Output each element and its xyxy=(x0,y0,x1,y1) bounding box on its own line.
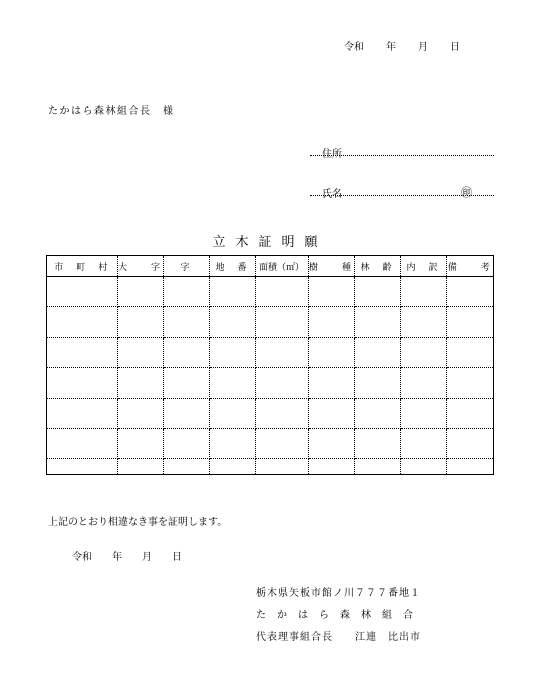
table-cell[interactable] xyxy=(354,277,400,307)
table-cell[interactable] xyxy=(308,337,354,367)
table-cell[interactable] xyxy=(354,368,400,398)
table-cell[interactable] xyxy=(446,459,493,474)
issue-date: 令和 年 月 日 xyxy=(72,552,182,563)
addressee: たかはら森林組合長 様 xyxy=(48,106,175,117)
table-cell[interactable] xyxy=(117,277,163,307)
table-cell[interactable] xyxy=(163,428,209,458)
table-cell[interactable] xyxy=(354,398,400,428)
table-cell[interactable] xyxy=(209,307,255,337)
table-row xyxy=(47,398,493,428)
table-cell[interactable] xyxy=(354,307,400,337)
table-row xyxy=(47,277,493,307)
table-cell[interactable] xyxy=(209,459,255,474)
table-row xyxy=(47,337,493,367)
table-cell[interactable] xyxy=(163,307,209,337)
table-cell[interactable] xyxy=(308,368,354,398)
table-cell[interactable] xyxy=(255,368,308,398)
table-cell[interactable] xyxy=(400,307,446,337)
table-cell[interactable] xyxy=(47,277,117,307)
date-day: 日 xyxy=(450,42,460,53)
table-cell[interactable] xyxy=(446,277,493,307)
document-title: 立木証明願 xyxy=(212,235,328,250)
table-cell[interactable] xyxy=(354,459,400,474)
table-row xyxy=(47,307,493,337)
certification-statement: 上記のとおり相違なき事を証明します。 xyxy=(48,517,228,528)
table-cell[interactable] xyxy=(255,337,308,367)
table-cell[interactable] xyxy=(117,307,163,337)
col-header-stand-age: 林 齢 xyxy=(354,256,400,277)
address-label: 住所 xyxy=(322,149,342,160)
col-header-lot-number: 地 番 xyxy=(209,256,255,277)
name-label: 氏名 xyxy=(322,189,342,200)
table-cell[interactable] xyxy=(117,398,163,428)
table-cell[interactable] xyxy=(400,368,446,398)
table-cell[interactable] xyxy=(446,337,493,367)
issuer-organization: たかはら森林組合 xyxy=(256,610,424,621)
table-cell[interactable] xyxy=(354,428,400,458)
table-cell[interactable] xyxy=(47,428,117,458)
table-cell[interactable] xyxy=(400,398,446,428)
table-row xyxy=(47,459,493,474)
address-field[interactable] xyxy=(310,155,494,156)
table-cell[interactable] xyxy=(308,307,354,337)
table-cell[interactable] xyxy=(400,337,446,367)
table-cell[interactable] xyxy=(117,459,163,474)
date-year: 年 xyxy=(386,42,396,53)
name-field[interactable] xyxy=(310,195,494,196)
table-cell[interactable] xyxy=(163,277,209,307)
table-cell[interactable] xyxy=(47,337,117,367)
table-cell[interactable] xyxy=(209,277,255,307)
table-cell[interactable] xyxy=(117,337,163,367)
table-header-row xyxy=(47,256,493,277)
table-cell[interactable] xyxy=(255,307,308,337)
table-cell[interactable] xyxy=(117,368,163,398)
table-cell[interactable] xyxy=(163,398,209,428)
table-cell[interactable] xyxy=(163,337,209,367)
table-cell[interactable] xyxy=(209,428,255,458)
table-cell[interactable] xyxy=(354,337,400,367)
table-cell[interactable] xyxy=(209,337,255,367)
col-header-oaza: 大 字 xyxy=(117,256,163,277)
table-row xyxy=(47,368,493,398)
issuer-address: 栃木県矢板市館ノ川７７７番地１ xyxy=(256,588,421,599)
date-header xyxy=(344,38,460,53)
table-cell[interactable] xyxy=(308,277,354,307)
issuer-representative: 代表理事組合長 江連 比出市 xyxy=(256,632,421,643)
table-cell[interactable] xyxy=(446,368,493,398)
table-cell[interactable] xyxy=(446,428,493,458)
col-header-breakdown: 内 訳 xyxy=(400,256,446,277)
table-cell[interactable] xyxy=(255,398,308,428)
table-cell[interactable] xyxy=(47,459,117,474)
table-row xyxy=(47,428,493,458)
date-month: 月 xyxy=(418,42,428,53)
col-header-aza: 字 xyxy=(163,256,209,277)
table-cell[interactable] xyxy=(255,428,308,458)
table-cell[interactable] xyxy=(47,307,117,337)
table-cell[interactable] xyxy=(209,398,255,428)
date-era: 令和 xyxy=(344,42,364,53)
seal-mark: ㊞ xyxy=(461,186,472,199)
table-cell[interactable] xyxy=(209,368,255,398)
table-cell[interactable] xyxy=(446,307,493,337)
table-cell[interactable] xyxy=(400,428,446,458)
table-cell[interactable] xyxy=(47,398,117,428)
table-cell[interactable] xyxy=(446,398,493,428)
table-cell[interactable] xyxy=(308,398,354,428)
table-cell[interactable] xyxy=(308,459,354,474)
table-cell[interactable] xyxy=(400,277,446,307)
table-cell[interactable] xyxy=(255,459,308,474)
col-header-municipality: 市 町 村 xyxy=(47,256,117,277)
col-header-area: 面積（㎡） xyxy=(255,256,308,277)
table-cell[interactable] xyxy=(308,428,354,458)
col-header-species: 樹 種 xyxy=(308,256,354,277)
timber-table xyxy=(46,255,494,475)
table-cell[interactable] xyxy=(47,368,117,398)
table-cell[interactable] xyxy=(117,428,163,458)
table-cell[interactable] xyxy=(163,459,209,474)
table-cell[interactable] xyxy=(255,277,308,307)
table-cell[interactable] xyxy=(163,368,209,398)
col-header-remarks: 備 考 xyxy=(446,256,493,277)
table-cell[interactable] xyxy=(400,459,446,474)
